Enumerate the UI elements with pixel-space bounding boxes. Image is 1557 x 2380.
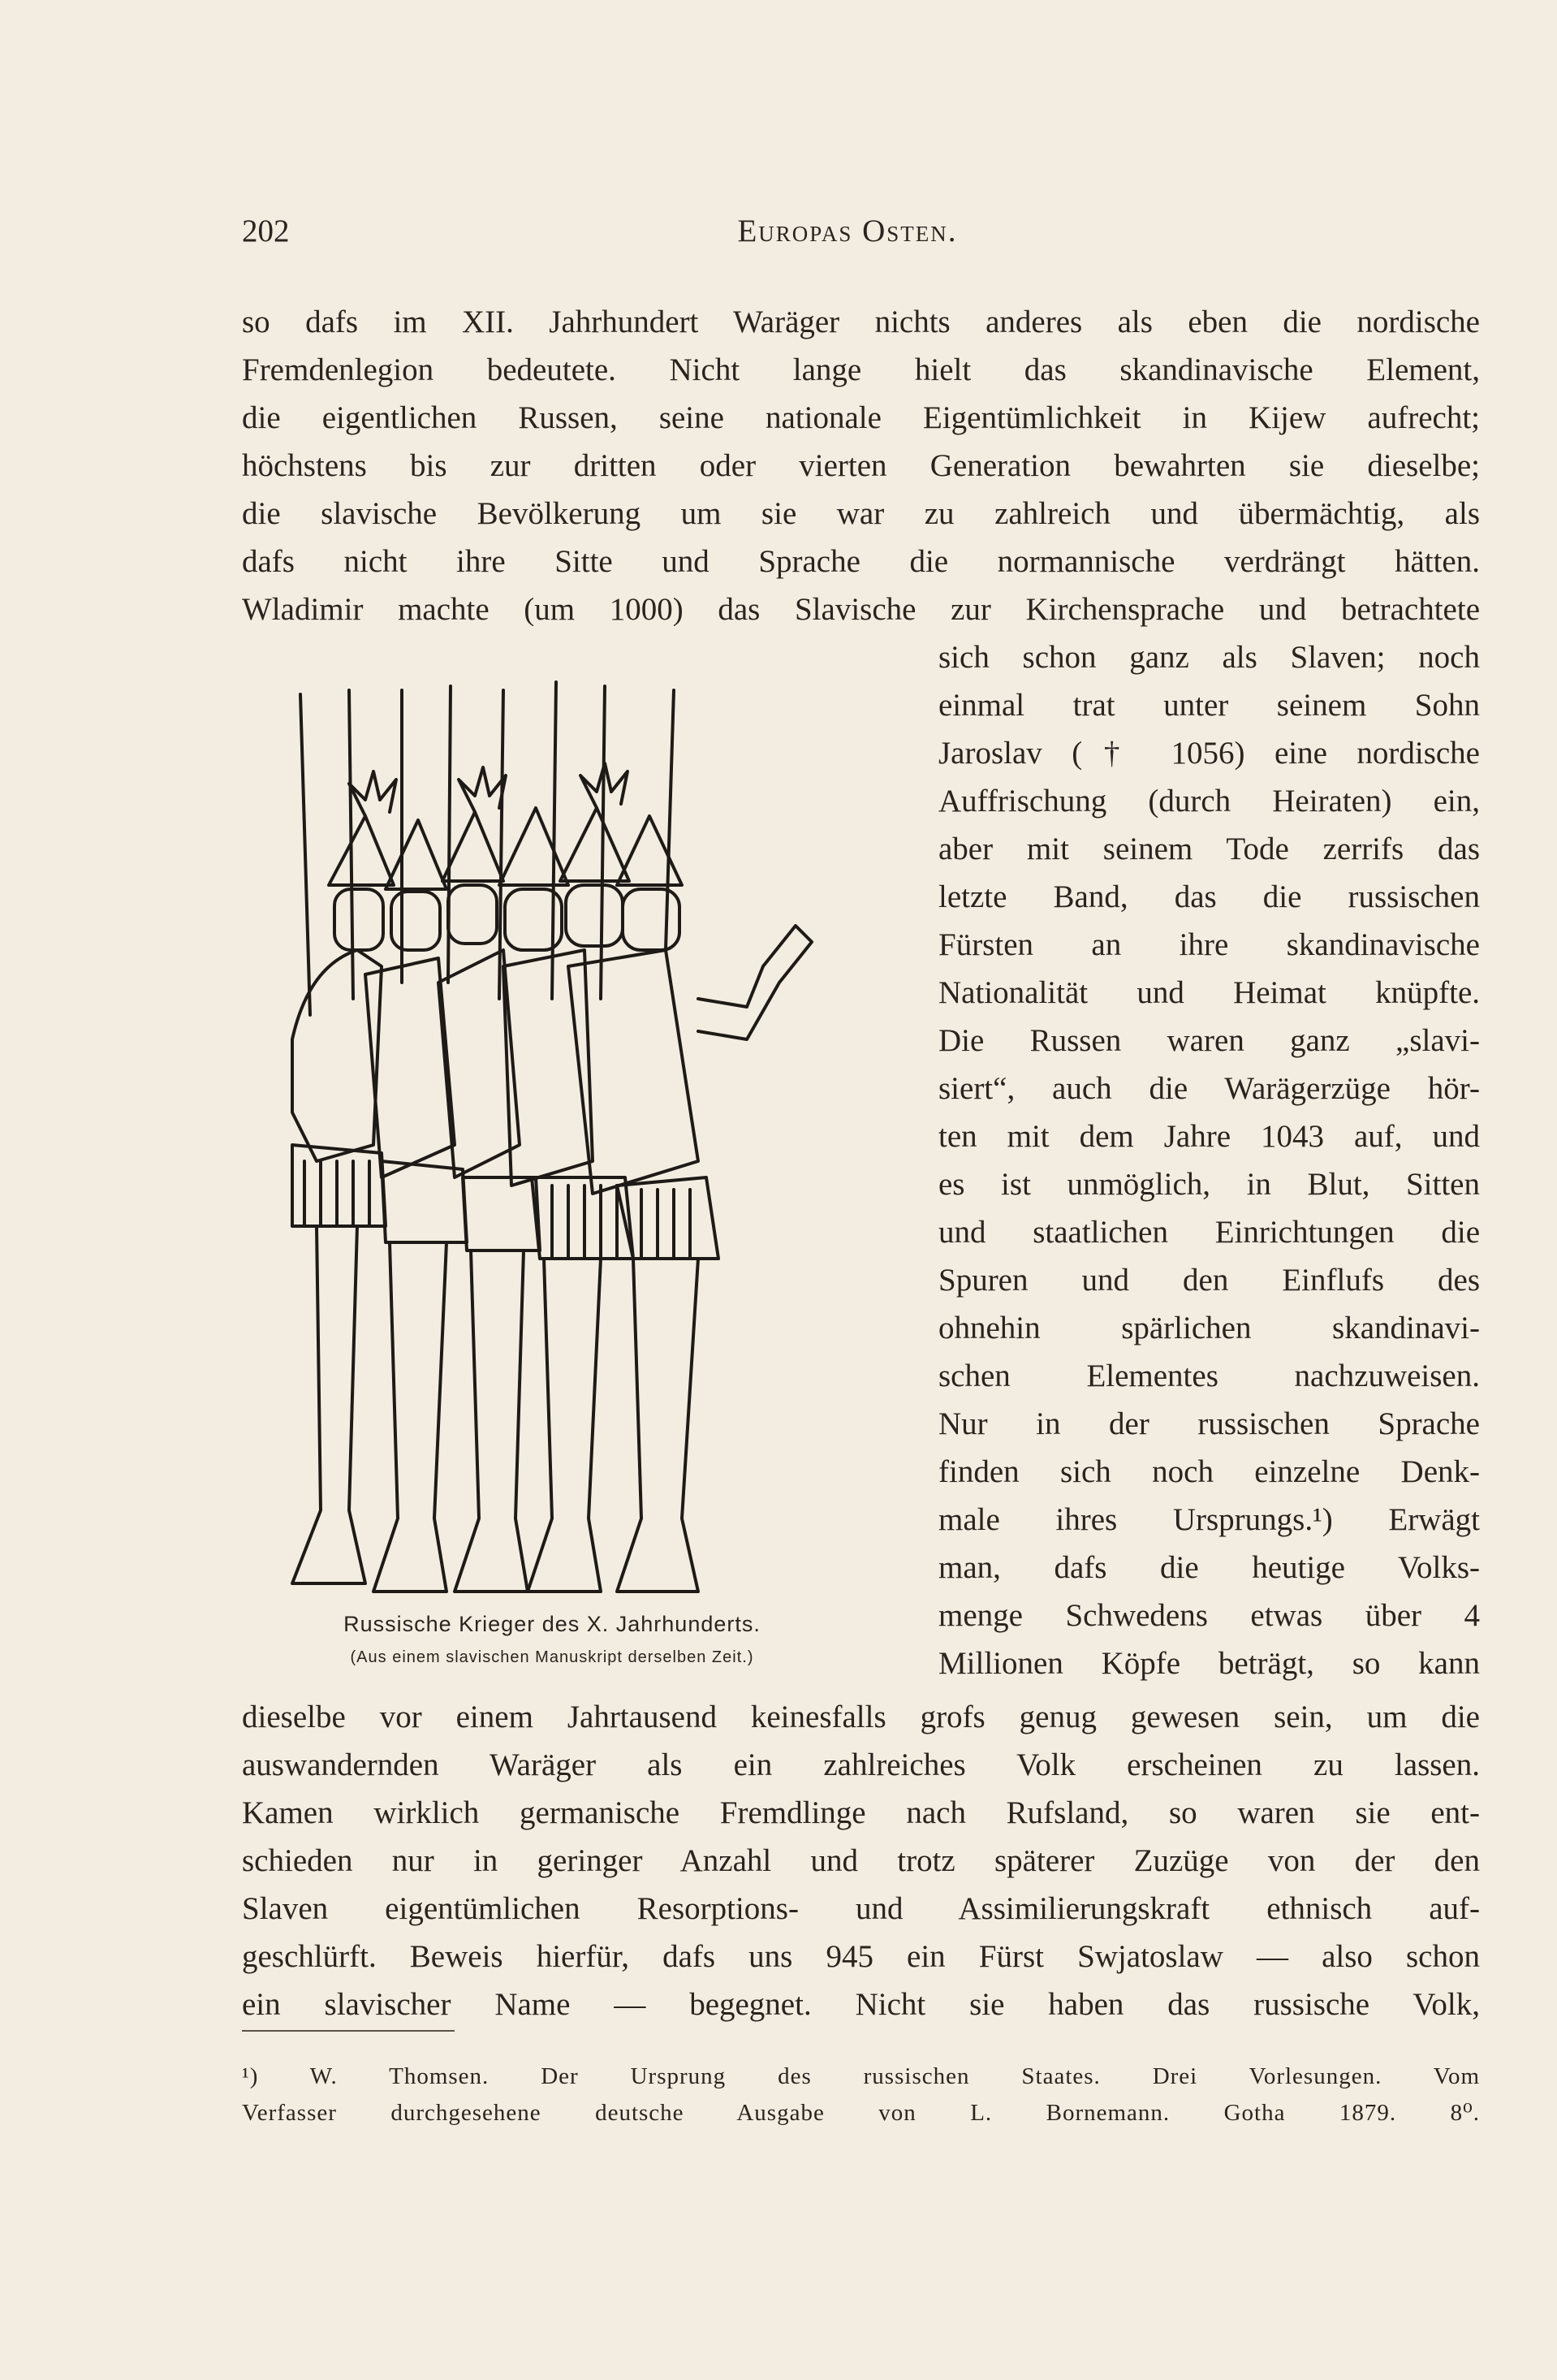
body-line: auswandernden Waräger als ein zahlreiches Volk erscheinen zu lassen.	[242, 1747, 1480, 1782]
figure-caption: Russische Krieger des X. Jahrhunderts.	[343, 1612, 761, 1636]
body-line: Kamen wirklich germanische Fremdlinge nach Rufsland, so waren sie ent-	[242, 1795, 1480, 1830]
side-line: siert“, auch die Warägerzüge hör-	[938, 1071, 1480, 1106]
side-line: Millionen Köpfe beträgt, so kann	[938, 1646, 1480, 1681]
body-line: Fremdenlegion bedeutete. Nicht lange hielt das skandinavische Element,	[242, 352, 1480, 387]
body-line: Slaven eigentümlichen Resorptions- und Assimilierungskraft ethnisch auf-	[242, 1891, 1480, 1926]
side-line: finden sich noch einzelne Denk-	[938, 1454, 1480, 1489]
side-line: Die Russen waren ganz „slavi-	[938, 1023, 1480, 1058]
body-line: die eigentlichen Russen, seine nationale Eigentümlichkeit in Kijew aufrecht;	[242, 400, 1480, 435]
page-number: 202	[242, 214, 290, 248]
footnote-line: ¹) W. Thomsen. Der Ursprung des russischen Staates. Drei Vorlesungen. Vom	[242, 2063, 1480, 2089]
side-line: Jaroslav († 1056) eine nordische	[938, 736, 1480, 771]
spears-group	[300, 682, 674, 1015]
side-line: ohnehin spärlichen skandinavi-	[938, 1311, 1480, 1345]
body-line: so dafs im XII. Jahrhundert Waräger nichts anderes als eben die nordische	[242, 305, 1480, 339]
side-line: schen Elementes nachzuweisen.	[938, 1358, 1480, 1393]
side-line: es ist unmöglich, in Blut, Sitten	[938, 1167, 1480, 1202]
side-line: aber mit seinem Tode zerrifs das	[938, 831, 1480, 866]
body-line: schieden nur in geringer Anzahl und trotz späterer Zuzüge von der den	[242, 1843, 1480, 1878]
side-line: man, dafs die heutige Volks-	[938, 1550, 1480, 1585]
helmets-group	[329, 763, 682, 889]
body-line: die slavische Bevölkerung um sie war zu zahlreich und übermächtig, als	[242, 496, 1480, 531]
side-line: male ihres Ursprungs.¹) Erwägt	[938, 1502, 1480, 1537]
body-line: ein slavischer Name — begegnet. Nicht sie haben das russische Volk,	[242, 1987, 1480, 2022]
warriors-illustration	[244, 658, 860, 1616]
body-line: geschlürft. Beweis hierfür, dafs uns 945 ein Fürst Swjatoslaw — also schon	[242, 1939, 1480, 1974]
footnote-line: Verfasser durchgesehene deutsche Ausgabe von L. Bornemann. Gotha 1879. 8⁰.	[242, 2100, 1480, 2126]
side-line: letzte Band, das die russischen	[938, 879, 1480, 914]
side-line: Fürsten an ihre skandinavische	[938, 927, 1480, 962]
side-line: sich schon ganz als Slaven; noch	[938, 640, 1480, 675]
side-line: und staatlichen Einrichtungen die	[938, 1215, 1480, 1250]
side-line: Nationalität und Heimat knüpfte.	[938, 975, 1480, 1010]
footnote-rule	[242, 2030, 455, 2032]
legs-group	[292, 1226, 698, 1592]
figure-source: (Aus einem slavischen Manuskript derselben Zeit.)	[350, 1648, 754, 1666]
side-line: menge Schwedens etwas über 4	[938, 1598, 1480, 1633]
side-line: Nur in der russischen Sprache	[938, 1406, 1480, 1441]
side-line: einmal trat unter seinem Sohn	[938, 688, 1480, 723]
running-title: Europas Osten.	[737, 214, 958, 248]
side-line: Auffrischung (durch Heiraten) ein,	[938, 784, 1480, 819]
faces-group	[334, 885, 679, 950]
body-line: höchstens bis zur dritten oder vierten Generation bewahrten sie dieselbe;	[242, 448, 1480, 483]
body-line: dieselbe vor einem Jahrtausend keinesfalls grofs genug gewesen sein, um die	[242, 1700, 1480, 1734]
side-line: Spuren und den Einflufs des	[938, 1263, 1480, 1298]
side-line: ten mit dem Jahre 1043 auf, und	[938, 1119, 1480, 1154]
body-line: Wladimir machte (um 1000) das Slavische zur Kirchensprache und betrachtete	[242, 592, 1480, 627]
body-line: dafs nicht ihre Sitte und Sprache die normannische verdrängt hätten.	[242, 544, 1480, 579]
